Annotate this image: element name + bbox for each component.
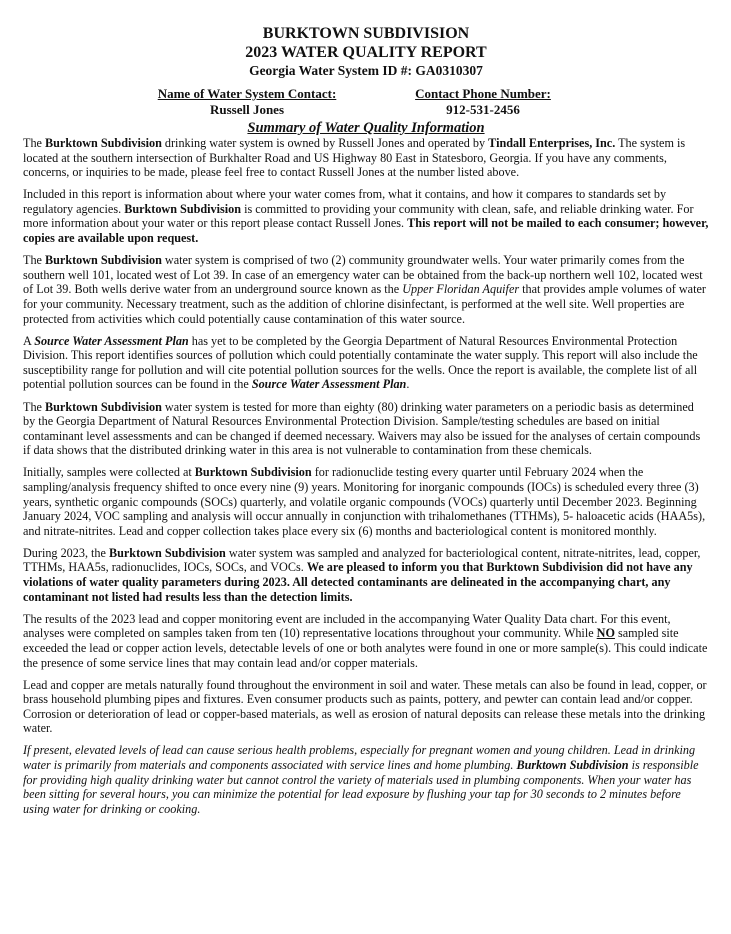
text-run: water system is tested for more than eighty (80) drinking water parameters on a periodic basis as determined by the Georgia Department of Natural Resources Environmental Protection Division. Sample/testing schedules are based on initial contaminant level assessments and can be changed if deemed necessary. Waivers may also be issued for the analyses of certain compounds if data shows that the distributed drinking water in this area is not vulnerable to contamination from these chemicals. bbox=[23, 399, 701, 458]
text-run: Burktown Subdivision bbox=[516, 758, 629, 773]
report-page bbox=[23, 24, 709, 824]
text-run: has yet to be completed by the Georgia Department of Natural Resources Environmental Protection Division. This report identifies sources of pollution which could potentially contaminate the water supply. This report will also include the susceptibility range for pollution and will cite potential pollution sources for the wells. Once the report is available, the complete list of all potential pollution sources can be found in the bbox=[23, 333, 698, 392]
text-run: Burktown Subdivision bbox=[45, 399, 162, 414]
contact-name-column bbox=[147, 86, 347, 117]
text-run: Lead and copper are metals naturally found throughout the environment in soil and water. These metals can also be found in lead, copper, or brass household plumbing pipes and fixtures. Even consumer products such as paints, pottery, and pewter can contain lead and/or copper. Corrosion or deterioration of lead or copper-based materials, as well as erosion of natural deposits can release these metals into the drinking water. bbox=[23, 677, 707, 736]
text-run: Burktown Subdivision bbox=[194, 465, 312, 480]
text-run: Burktown Subdivision bbox=[108, 545, 226, 560]
text-run: Initially, samples were collected at bbox=[23, 465, 195, 480]
text-run: Burktown Subdivision bbox=[124, 201, 242, 216]
body-paragraph bbox=[23, 136, 709, 180]
text-run: If present, elevated levels of lead can cause serious health problems, especially for pregnant women and young children. Lead in drinking water is primarily from materials and components associated with service lines and home plumbing. bbox=[23, 743, 696, 773]
system-id: Georgia Water System ID #: GA0310307 bbox=[249, 63, 483, 78]
text-run: We are pleased to inform you that Burktown Subdivision did not have any violations of water quality parameters during 2023. All detected contaminants are delineated in the accompanying chart, any contaminant not listed had results less than the detection limits. bbox=[23, 560, 693, 604]
text-run: The bbox=[23, 399, 45, 414]
text-run: The bbox=[23, 253, 45, 268]
text-run: The system is located at the southern intersection of Burkhalter Road and US Highway 80 East in Statesboro, Georgia. If you have any comments, concerns, or inquiries to be made, please feel free to contact Russell Jones at the number listed above. bbox=[23, 136, 686, 180]
text-run: Included in this report is information about where your water comes from, what it contains, and how it compares to standards set by regulatory agencies. bbox=[23, 187, 667, 216]
body-paragraph bbox=[23, 678, 709, 736]
body-paragraph bbox=[23, 546, 709, 604]
text-run: This report will not be mailed to each consumer; however, copies are available upon request. bbox=[23, 216, 709, 246]
text-run: sampled site exceeded the lead or copper action levels, detectable levels of one or both analytes were found in one or more sample(s). This could indicate the presence of some service lines that may contain lead and/or copper materials. bbox=[23, 626, 708, 670]
contact-name-label: Name of Water System Contact: bbox=[157, 86, 337, 101]
text-run: water system was sampled and analyzed for bacteriological content, nitrate-nitrites, lead, copper, TTHMs, HAA5s, radionuclides, IOCs, SOCs, and VOCs. bbox=[23, 545, 701, 575]
report-body bbox=[23, 136, 709, 816]
text-run: Burktown Subdivision bbox=[45, 253, 162, 268]
text-run: Tindall Enterprises, Inc. bbox=[488, 136, 616, 150]
body-paragraph bbox=[23, 187, 709, 245]
text-run: Upper Floridan Aquifer bbox=[402, 282, 520, 297]
body-paragraph bbox=[23, 253, 709, 326]
text-run: Burktown Subdivision bbox=[45, 136, 162, 150]
text-run: The results of the 2023 lead and copper monitoring event are included in the accompanying Water Quality Data chart. For this event, analyses were completed on samples taken from ten (10) representative locations throughout your community. While bbox=[23, 611, 671, 641]
body-paragraph bbox=[23, 465, 709, 538]
contact-phone-value: 912-531-2456 bbox=[446, 101, 520, 117]
body-paragraph bbox=[23, 400, 709, 458]
text-run: is responsible for providing high quality drinking water but cannot control the variety of materials used in plumbing components. When your water has been sitting for several hours, you can minimize the potential for lead exposure by flushing your tap for 30 seconds to 2 minutes before using water for drinking or cooking. bbox=[23, 758, 699, 816]
text-run: is committed to providing your community with clean, safe, and reliable drinking water. For more information about your water or this report please contact Russell Jones. bbox=[23, 201, 694, 231]
text-run: NO bbox=[596, 626, 615, 641]
text-run: A bbox=[23, 333, 35, 348]
text-run: The bbox=[23, 136, 45, 150]
text-run: Source Water Assessment Plan bbox=[251, 377, 407, 392]
body-paragraph bbox=[23, 743, 709, 816]
summary-heading: Summary of Water Quality Information bbox=[247, 120, 485, 136]
body-paragraph bbox=[23, 612, 709, 670]
text-run: During 2023, the bbox=[23, 545, 109, 560]
body-paragraph bbox=[23, 334, 709, 392]
contact-phone-column bbox=[403, 86, 563, 117]
text-run: for radionuclide testing every quarter until February 2024 when the sampling/analysis frequency shifted to once every nine (9) years. Monitoring for inorganic compounds (IOCs) is scheduled every three (3) years, synthetic organic compounds (SOCs) quarterly, and volatile organic compounds (VOCs) quarterly until December 2023. Beginning January 2024, VOC sampling and analysis will occur annually in conjunction with trihalomethanes (TTHMs), 5- haloacetic acids (HAA5s), and nitrate-nitrites. Lead and copper collection takes place every six (6) months and bacteriological content is monitored monthly. bbox=[23, 465, 706, 538]
report-header bbox=[23, 24, 709, 79]
report-title: BURKTOWN SUBDIVISION bbox=[262, 25, 470, 42]
text-run: drinking water system is owned by Russell Jones and operated by bbox=[161, 136, 489, 150]
contact-phone-label: Contact Phone Number: bbox=[415, 86, 551, 101]
text-run: water system is comprised of two (2) community groundwater wells. Your water primarily comes from the southern well 101, located west of Lot 39. In case of an emergency water can be obtained from the back-up northern well 102, located west of Lot 39. Both wells derive water from an underground source known as the bbox=[23, 253, 703, 297]
text-run: . bbox=[406, 377, 410, 392]
text-run: that provides ample volumes of water for your community. Necessary treatment, such as the addition of chlorine disinfectant, is performed at the well site. Well properties are protected from activities which could potentially cause contamination of this water source. bbox=[23, 282, 706, 326]
contact-block bbox=[23, 86, 709, 117]
text-run: Source Water Assessment Plan bbox=[34, 333, 189, 348]
report-subtitle: 2023 WATER QUALITY REPORT bbox=[245, 44, 487, 61]
contact-name-value: Russell Jones bbox=[209, 101, 285, 117]
